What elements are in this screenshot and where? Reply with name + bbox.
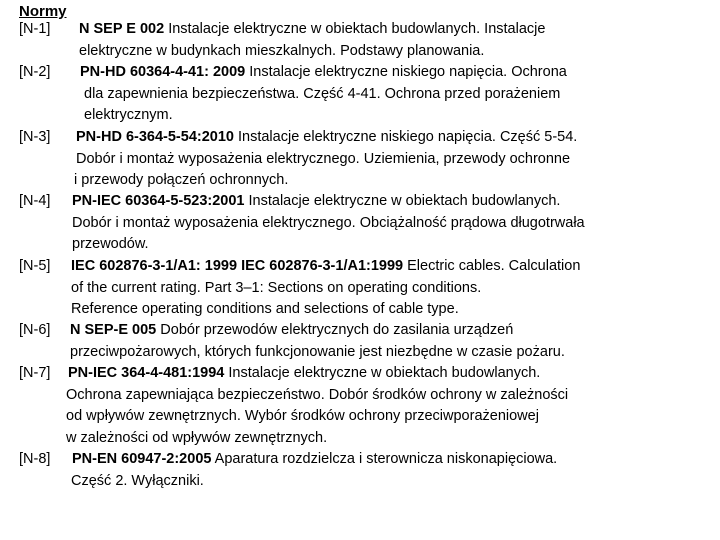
reference-text: elektrycznym. [84,107,173,123]
standard-code: PN-EN 60947-2:2005 [72,451,212,467]
reference-number: [N-2] [19,64,51,80]
reference-line [72,213,585,235]
reference-line [66,428,327,450]
reference-text: w zależności od wpływów zewnętrznych. [66,429,328,446]
reference-number: [N-4] [19,193,51,209]
reference-line [66,385,568,407]
standard-code: IEC 602876-3-1/A1: 1999 IEC 602876-3-1/A1:1999 [71,258,404,274]
reference-text: Instalacje elektryczne niskiego napięcia. Część 5-54. [233,129,578,145]
reference-line [74,170,288,192]
reference-text: od wpływów zewnętrznych. Wybór środków ochrony przeciwporażeniowej [66,408,539,424]
reference-text: Część 2. Wyłączniki. [71,472,204,489]
reference-text: elektryczne w budynkach mieszkalnych. Podstawy planowania. [79,42,485,59]
reference-number: [N-5] [19,258,51,274]
reference-line [76,127,577,149]
reference-number: [N-7] [19,365,51,381]
reference-text: of the current rating. Part 3–1: Sections on operating conditions. [71,279,482,296]
reference-line [79,19,545,41]
reference-line [84,84,560,106]
reference-line [72,449,557,471]
reference-text: przeciwpożarowych, których funkcjonowanie jest niezbędne w czasie pożaru. [70,343,565,360]
reference-text: Dobór przewodów elektrycznych do zasilania urządzeń [156,322,514,338]
reference-line [71,278,481,300]
standard-code: PN-HD 60364-4-41: 2009 [80,64,246,80]
reference-line [71,256,580,278]
reference-text: i przewody połączeń ochronnych. [74,172,289,188]
reference-number: [N-6] [19,322,51,338]
reference-line [66,406,539,428]
section-heading: Normy [19,3,67,20]
standard-code: N SEP E 002 [79,21,165,37]
reference-text: Electric cables. Calculation [403,258,581,274]
reference-line [71,471,204,493]
reference-line [72,191,560,213]
reference-number: [N-3] [19,129,51,145]
reference-text: Ochrona zapewniająca bezpieczeństwo. Dobór środków ochrony w zależności [66,386,569,403]
standard-code: PN-HD 6-364-5-54:2010 [76,129,234,145]
reference-text: przewodów. [72,236,149,252]
reference-line [84,105,173,127]
reference-line [68,363,540,385]
reference-text: Instalacje elektryczne w obiektach budowlanych. Instalacje [164,21,546,37]
reference-line [79,41,484,63]
reference-line [70,342,565,364]
reference-text: Instalacje elektryczne w obiektach budowlanych. [224,365,541,381]
reference-text: Dobór i montaż wyposażenia elektrycznego. Uziemienia, przewody ochronne [76,150,571,167]
reference-text: Aparatura rozdzielcza i sterownicza niskonapięciowa. [211,451,558,467]
reference-line [80,62,567,84]
reference-line [70,320,513,342]
reference-text: Instalacje elektryczne niskiego napięcia. Ochrona [245,64,567,80]
reference-number: [N-1] [19,21,51,37]
standard-code: PN-IEC 60364-5-523:2001 [72,193,245,209]
standard-code: N SEP-E 005 [70,322,157,338]
reference-line [76,149,570,171]
reference-number: [N-8] [19,451,51,467]
reference-text: dla zapewnienia bezpieczeństwa. Część 4-41. Ochrona przed porażeniem [84,85,561,102]
reference-text: Dobór i montaż wyposażenia elektrycznego. Obciążalność prądowa długotrwała [72,214,585,231]
reference-line [71,299,459,321]
reference-text: Reference operating conditions and selections of cable type. [71,301,459,317]
standard-code: PN-IEC 364-4-481:1994 [68,365,225,381]
reference-text: Instalacje elektryczne w obiektach budowlanych. [244,193,561,209]
reference-line [72,234,149,256]
